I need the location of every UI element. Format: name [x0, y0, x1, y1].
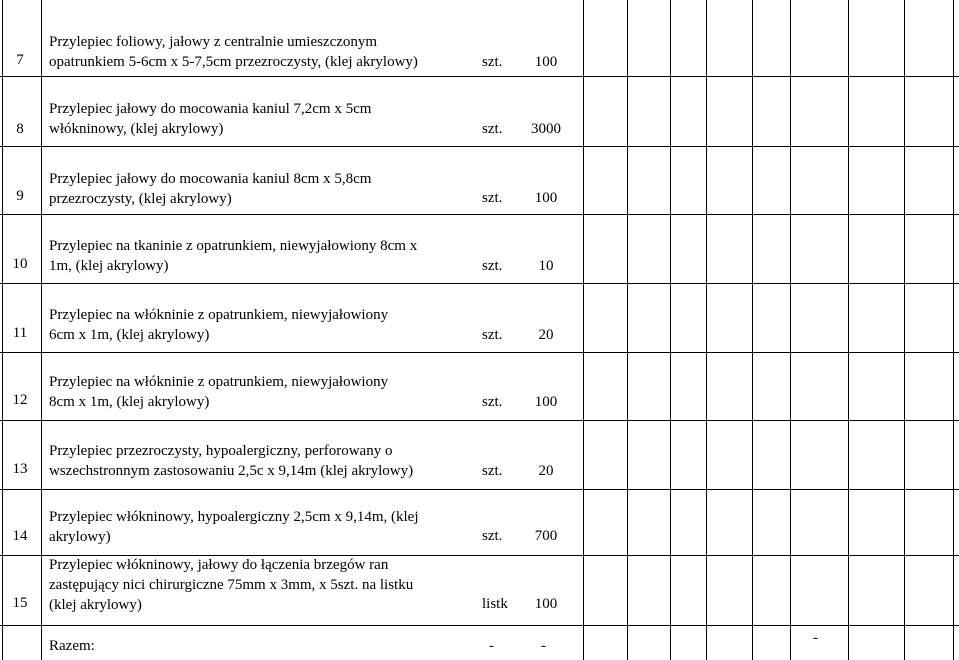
grid-line [0, 625, 959, 626]
row-description-line: Przylepiec na tkaninie z opatrunkiem, niewyjałowiony 8cm x [49, 238, 418, 254]
row-quantity: 100 [534, 190, 558, 206]
total-dash: - [813, 630, 818, 646]
row-description [49, 305, 489, 345]
row-description [49, 236, 489, 276]
row-description-line: Przylepiec foliowy, jałowy z centralnie umieszczonym [49, 34, 378, 50]
grid-line [848, 0, 849, 660]
grid-line [904, 0, 905, 660]
row-quantity: 100 [534, 54, 558, 70]
row-description-line: opatrunkiem 5-6cm x 5-7,5cm przezroczysty, (klej akrylowy) [49, 54, 418, 70]
grid-line [0, 283, 959, 284]
row-number: 9 [16, 188, 24, 204]
row-description [49, 372, 489, 412]
total-dash: - [541, 638, 546, 654]
grid-line [0, 214, 959, 215]
row-description [49, 32, 489, 72]
row-number: 12 [12, 392, 28, 408]
total-dash: - [489, 638, 494, 654]
grid-line [670, 0, 671, 660]
row-quantity: 3000 [531, 121, 561, 137]
row-number: 11 [12, 325, 28, 341]
row-quantity: 10 [538, 258, 554, 274]
grid-line [706, 0, 707, 660]
row-description-line: Przylepiec na włókninie z opatrunkiem, niewyjałowiony [49, 374, 389, 390]
row-quantity: 700 [534, 528, 558, 544]
row-description-line: Przylepiec przezroczysty, hypoalergiczny, perforowany o [49, 443, 393, 459]
row-description-line: 8cm x 1m, (klej akrylowy) [49, 394, 210, 410]
row-description-line: 1m, (klej akrylowy) [49, 258, 169, 274]
total-label: Razem: [49, 638, 95, 654]
row-number: 8 [16, 121, 24, 137]
grid-line [953, 0, 954, 660]
row-description-line: Przylepiec jałowy do mocowania kaniul 7,2cm x 5cm [49, 101, 372, 117]
row-number: 7 [16, 52, 24, 68]
row-quantity: 100 [534, 596, 558, 612]
row-unit: szt. [482, 327, 503, 343]
row-description-line: wszechstronnym zastosowaniu 2,5c x 9,14m (klej akrylowy) [49, 463, 414, 479]
grid-line [2, 0, 3, 660]
row-description-line: Przylepiec włókninowy, hypoalergiczny 2,5cm x 9,14m, (klej [49, 509, 419, 525]
row-description-line: Przylepiec jałowy do mocowania kaniul 8cm x 5,8cm [49, 171, 372, 187]
grid-line [0, 420, 959, 421]
grid-line [41, 0, 42, 660]
grid-line [0, 489, 959, 490]
row-description [49, 441, 489, 481]
row-description [49, 99, 489, 139]
row-unit: szt. [482, 258, 503, 274]
row-number: 13 [12, 461, 28, 477]
row-unit: szt. [482, 394, 503, 410]
row-quantity: 100 [534, 394, 558, 410]
row-description [49, 507, 489, 547]
row-description-line: (klej akrylowy) [49, 597, 142, 613]
row-description-line: przezroczysty, (klej akrylowy) [49, 191, 232, 207]
row-number: 14 [12, 528, 28, 544]
grid-line [0, 352, 959, 353]
row-description-line: Przylepiec włókninowy, jałowy do łączenia brzegów ran [49, 557, 389, 573]
row-quantity: 20 [538, 463, 554, 479]
row-unit: szt. [482, 121, 503, 137]
grid-line [583, 0, 584, 660]
grid-line [0, 146, 959, 147]
row-number: 15 [12, 595, 28, 611]
row-description-line: akrylowy) [49, 529, 111, 545]
grid-line [627, 0, 628, 660]
row-unit: szt. [482, 190, 503, 206]
row-description-line: Przylepiec na włókninie z opatrunkiem, niewyjałowiony [49, 307, 389, 323]
row-description-line: 6cm x 1m, (klej akrylowy) [49, 327, 210, 343]
grid-line [752, 0, 753, 660]
grid-line [0, 76, 959, 77]
grid-line [790, 0, 791, 660]
row-unit: szt. [482, 463, 503, 479]
row-unit: szt. [482, 528, 503, 544]
row-unit: szt. [482, 54, 503, 70]
row-description-line: włókninowy, (klej akrylowy) [49, 121, 224, 137]
row-description [49, 169, 489, 209]
row-description [49, 555, 489, 615]
row-number: 10 [12, 256, 28, 272]
row-quantity: 20 [538, 327, 554, 343]
row-description-line: zastępujący nici chirurgiczne 75mm x 3mm, x 5szt. na listku [49, 577, 414, 593]
row-unit: listk [482, 596, 508, 612]
